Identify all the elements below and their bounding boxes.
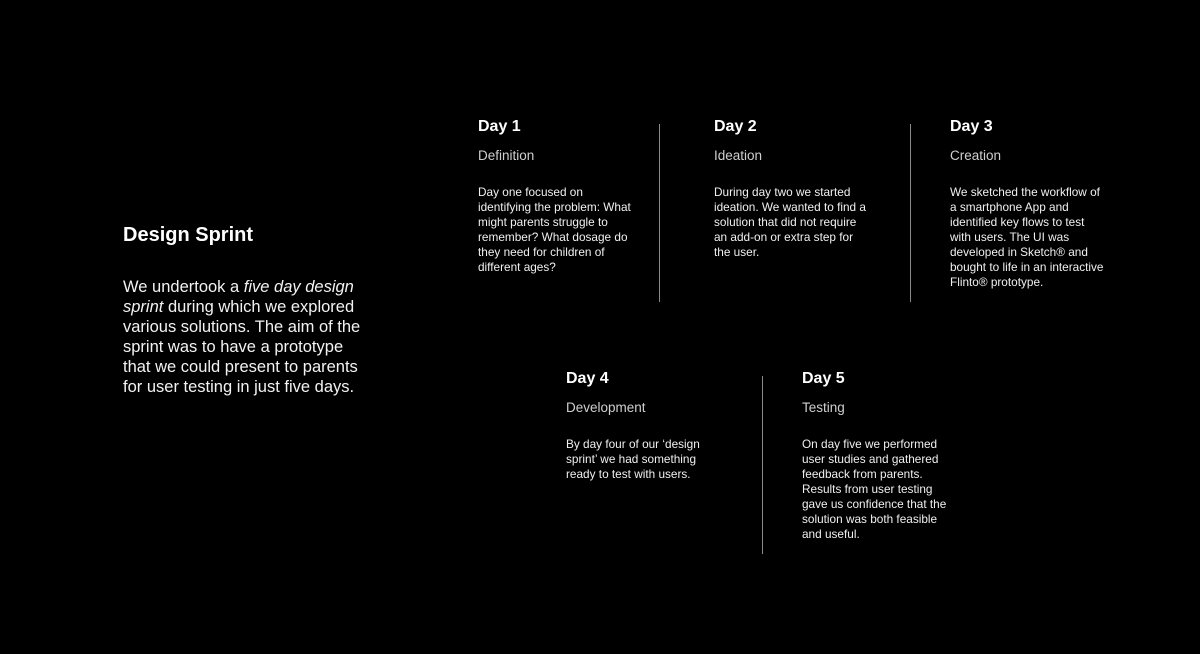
column-divider [659, 124, 660, 302]
day-1-column [478, 116, 648, 275]
day-description: We sketched the workflow of a smartphone App and identified key flows to test with users. The UI was developed in Sketch® and bought to life in an interactive Flinto® prototype. [950, 185, 1104, 289]
day-title: Day 3 [950, 118, 993, 135]
column-divider [910, 124, 911, 302]
day-description: On day five we performed user studies and gathered feedback from parents. Results from user testing gave us confidence that the solution was both feasible and useful. [802, 437, 947, 541]
day-description: During day two we started ideation. We wanted to find a solution that did not require an add-on or extra step for the user. [714, 185, 866, 259]
day-4-column [566, 368, 736, 482]
intro-text-part-2: during which we explored various solutions. The aim of the sprint was to have a prototype that we could present to parents for user testing in just five days. [123, 298, 361, 396]
column-divider [762, 376, 763, 554]
day-title: Day 5 [802, 370, 845, 387]
day-5-column [802, 368, 972, 542]
day-subtitle: Definition [478, 148, 535, 163]
day-subtitle: Development [566, 400, 646, 415]
intro-title: Design Sprint [123, 224, 254, 246]
day-subtitle: Creation [950, 148, 1002, 163]
day-subtitle: Ideation [714, 148, 763, 163]
day-description: Day one focused on identifying the problem: What might parents struggle to remember? What dosage do they need for children of different ages? [478, 185, 631, 274]
day-description: By day four of our ‘design sprint’ we had something ready to test with users. [566, 437, 700, 481]
intro-text-part-1: We undertook a [123, 278, 244, 296]
day-title: Day 4 [566, 370, 609, 387]
design-sprint-intro [123, 222, 373, 397]
day-title: Day 1 [478, 118, 521, 135]
day-subtitle: Testing [802, 400, 845, 415]
day-3-column [950, 116, 1120, 290]
day-title: Day 2 [714, 118, 757, 135]
day-2-column [714, 116, 884, 260]
intro-text-emphasis: five day design sprint [123, 278, 354, 316]
intro-text [123, 277, 373, 397]
